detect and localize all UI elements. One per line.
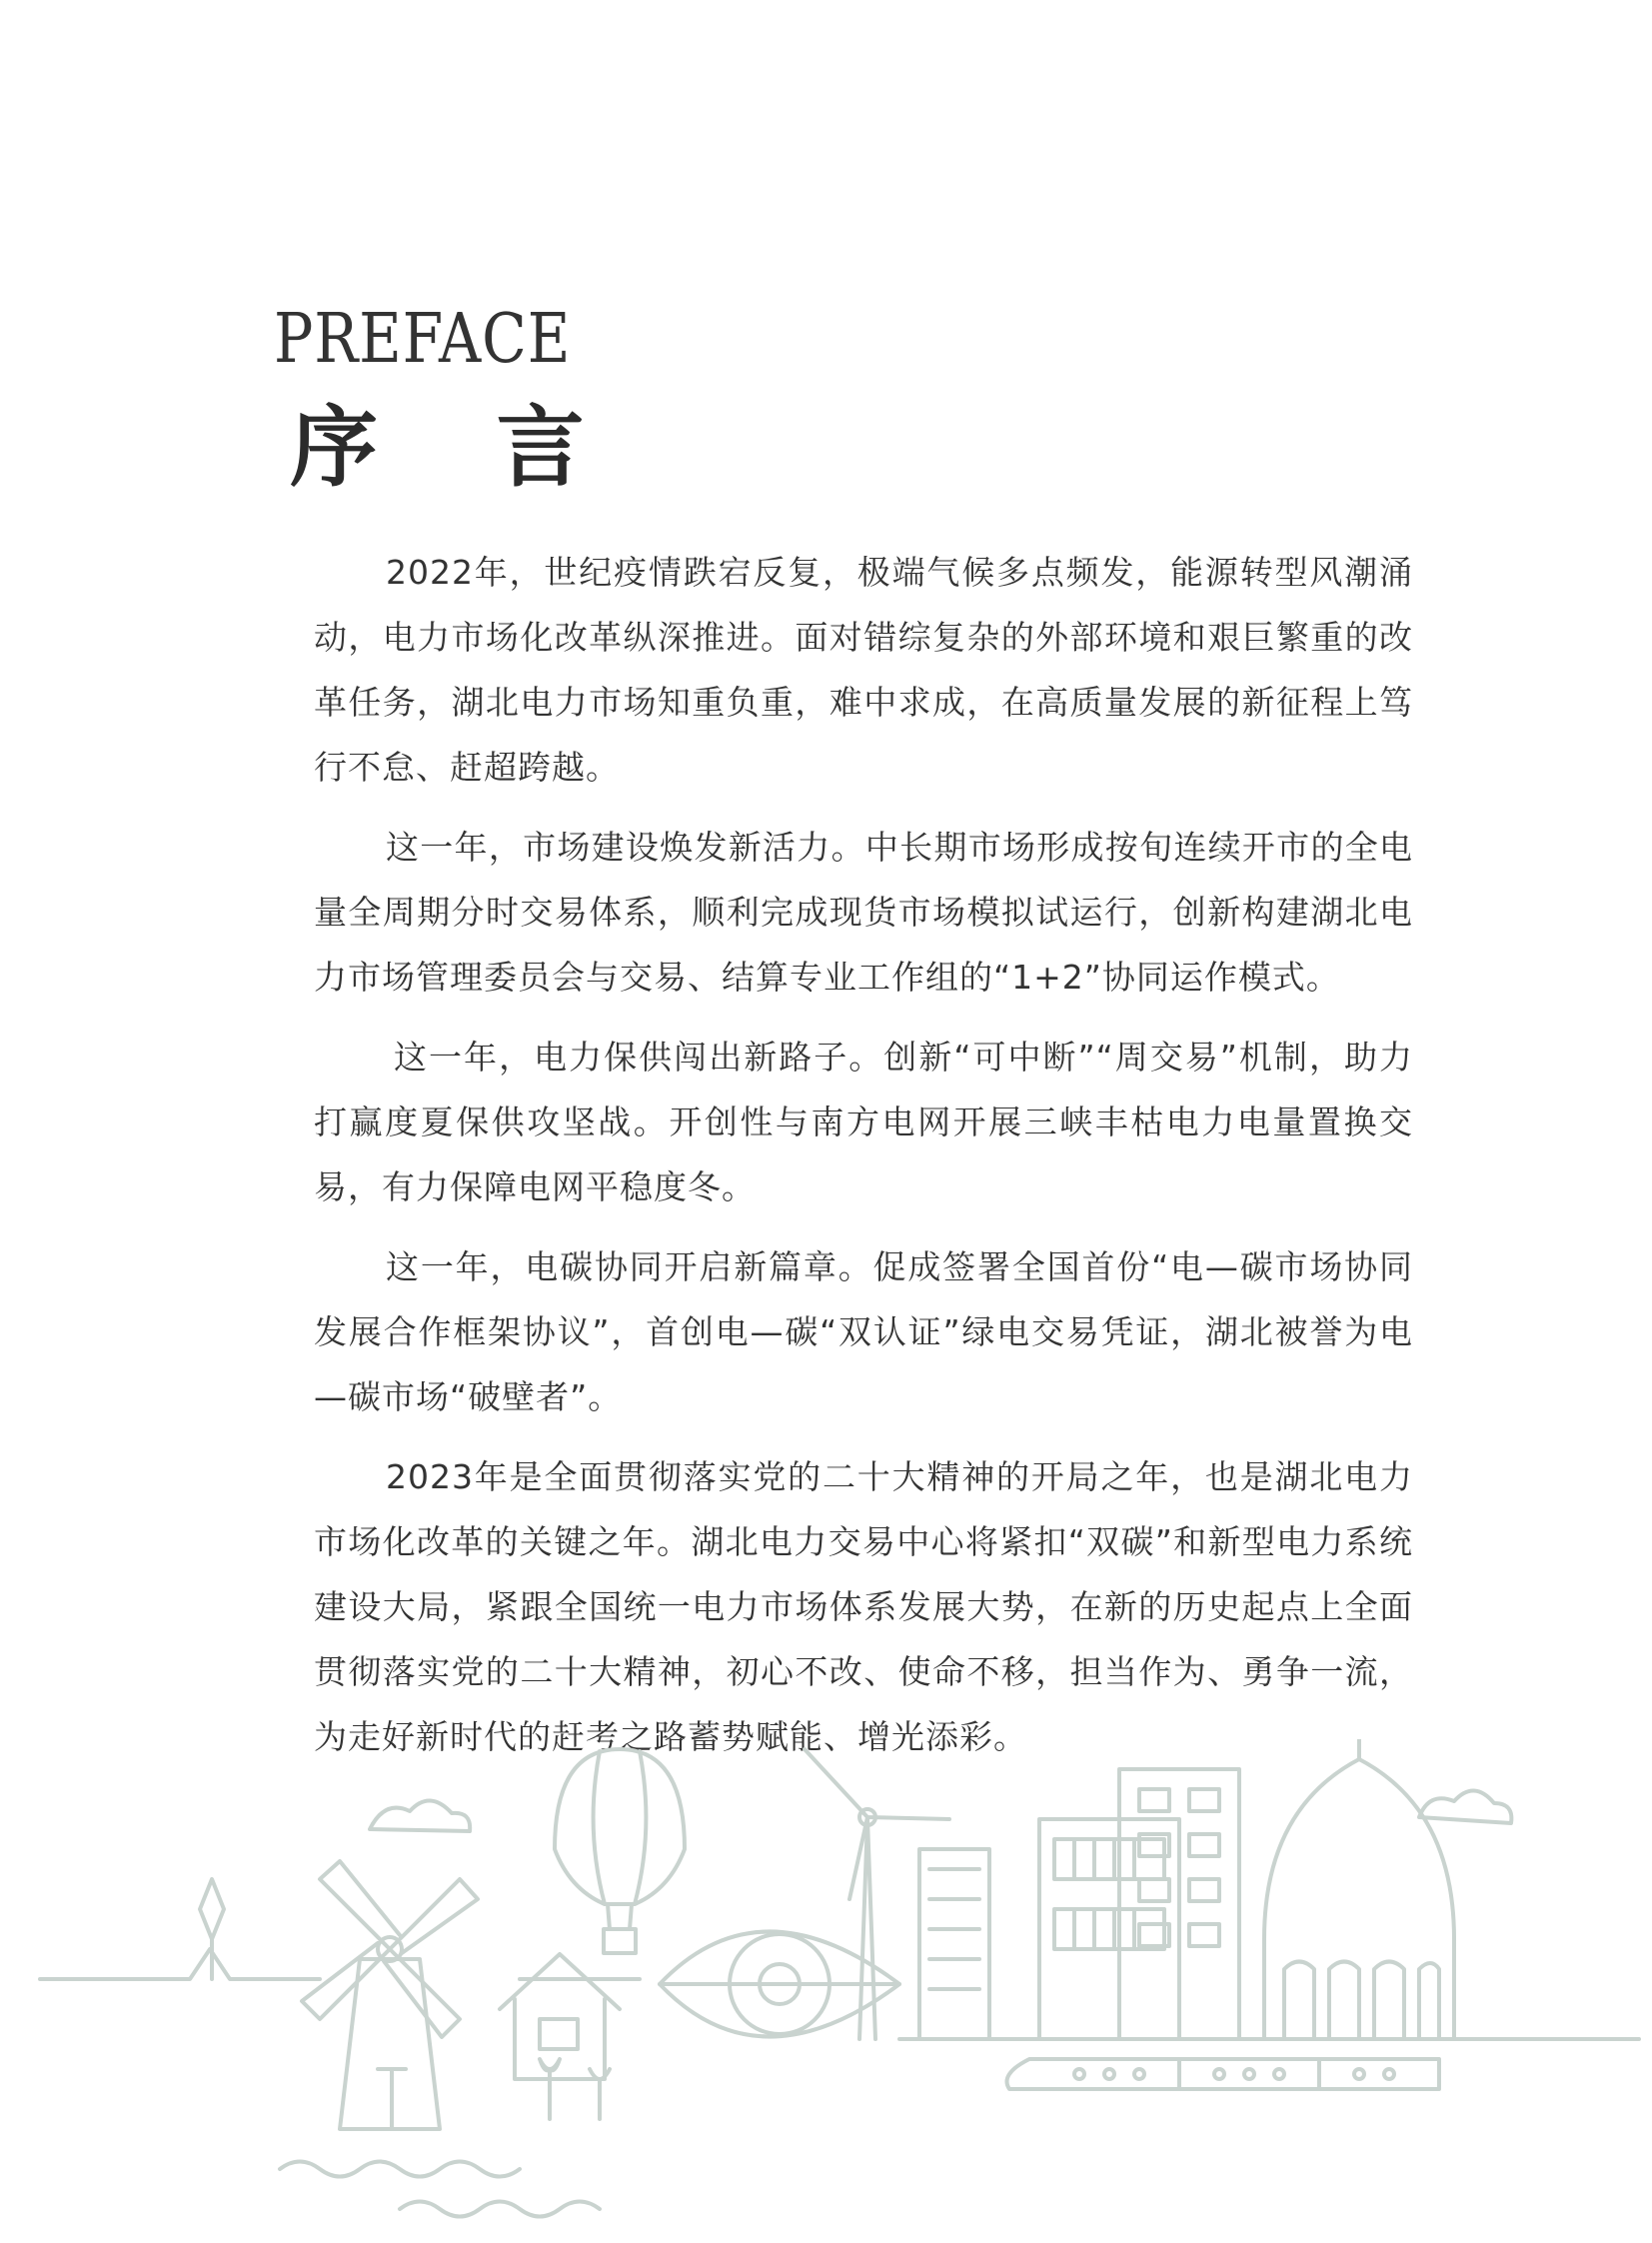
paragraph-1: 2022年，世纪疫情跌宕反复，极端气候多点频发，能源转型风潮涌动，电力市场化改革纵深推进。面对错综复杂的外部环境和艰巨繁重的改革任务，湖北电力市场知重负重，难中求成，在高质量发展的新征程上笃行不怠、赶超跨越。 — [314, 553, 1413, 787]
hot-air-balloon-icon — [555, 1749, 685, 1953]
paragraph-3: 这一年，电力保供闯出新路子。创新“可中断”“周交易”机制，助力打赢度夏保供攻坚战。开创性与南方电网开展三峡丰枯电力电量置换交易，有力保障电网平稳度冬。 — [314, 1038, 1413, 1206]
dome-tower-icon — [1264, 1739, 1454, 2039]
preface-heading-english: PREFACE — [274, 300, 572, 379]
cloud-icon — [1419, 1790, 1511, 1823]
preface-heading-chinese: 序 言 — [290, 396, 629, 499]
building-icon — [1039, 1819, 1179, 2039]
water-waves — [280, 2162, 520, 2177]
city-line-illustration — [0, 1739, 1652, 2243]
cloud-icon — [370, 1800, 470, 1831]
windmill-icon — [302, 1861, 478, 2129]
flower-icon — [540, 2059, 610, 2119]
water-waves — [400, 2202, 600, 2217]
paragraph-5: 2023年是全面贯彻落实党的二十大精神的开局之年，也是湖北电力市场化改革的关键之年。湖北电力交易中心将紧扣“双碳”和新型电力系统建设大局，紧跟全国统一电力市场体系发展大势，在新的历史起点上全面贯彻落实党的二十大精神，初心不改、使命不移，担当作为、勇争一流，为走好新时代的赶考之路蓄势赋能、增光添彩。 — [314, 1457, 1413, 1756]
building-icon — [919, 1849, 989, 2039]
paragraph-2: 这一年，市场建设焕发新活力。中长期市场形成按旬连续开市的全电量全周期分时交易体系，顺利完成现货市场模拟试运行，创新构建湖北电力市场管理委员会与交易、结算专业工作组的“1+2”协同运作模式。 — [314, 828, 1413, 997]
preface-body — [314, 540, 1413, 1784]
paragraph-4: 这一年，电碳协同开启新篇章。促成签署全国首份“电—碳市场协同发展合作框架协议”，首创电—碳“双认证”绿电交易凭证，湖北被誉为电—碳市场“破壁者”。 — [314, 1247, 1413, 1416]
train-icon — [1007, 2059, 1440, 2089]
